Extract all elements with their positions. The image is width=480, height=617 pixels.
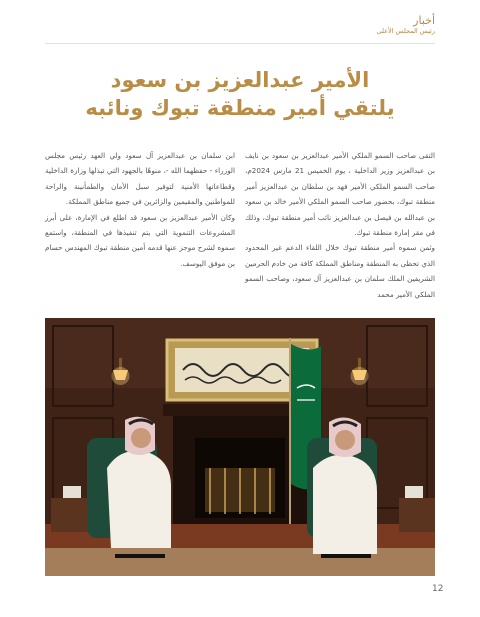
article-headline: [45, 66, 435, 122]
section-title: أخبار: [413, 14, 435, 27]
section-subtitle: رئيس المجلس الأعلى: [376, 27, 435, 35]
paragraph: وثمن سموه أمير منطقة تبوك خلال اللقاء الدعم غير المحدود الذي تحظى به المنطقة ومناطق المملكة كافة من خادم الحرمين الشريفين الملك سلمان بن عبدالعزيز آل سعود، وصاحب السمو الملكي الأمير محمد: [245, 243, 435, 299]
article-body: [45, 148, 435, 298]
headline-line-1: الأمير عبدالعزيز بن سعود: [110, 68, 370, 92]
body-column-left: [45, 148, 235, 271]
meeting-photo: [45, 318, 435, 576]
body-column-right: [245, 148, 435, 302]
paragraph: ابن سلمان بن عبدالعزيز آل سعود ولي العهد رئيس مجلس الوزراء - حفظهما الله -، منوهًا بالجهود التي تبذلها وزارة الداخلية وقطاعاتها الأمنية لتوفير سبل الأمان والطمأنينة والراحة للمواطنين والمقيمين والزائرين في جميع مناطق المملكة.: [45, 151, 235, 207]
page-number: 12: [432, 584, 444, 594]
headline-line-2: يلتقي أمير منطقة تبوك ونائبه: [85, 96, 395, 120]
header-divider: [45, 43, 435, 44]
paragraph: التقى صاحب السمو الملكي الأمير عبدالعزيز بن سعود بن نايف بن عبدالعزيز وزير الداخلية ، يوم الخميس 21 مارس 2024م، صاحب السمو الملكي الأمير فهد بن سلطان بن عبدالعزيز أمير منطقة تبوك، بحضور صاحب السمو الملكي الأمير خالد بن سعود بن عبدالله بن فيصل بن عبدالعزيز نائب أمير منطقة تبوك، وذلك في مقر إمارة منطقة تبوك.: [245, 151, 435, 238]
paragraph: وكان الأمير عبدالعزيز بن سعود قد اطلع في الإمارة، على أبرز المشروعات التنموية التي يتم تنفيذها في المنطقة، واستمع سموه لشرح موجز عنها قدمه أمين منطقة تبوك المهندس حسام بن موفق اليوسف.: [45, 212, 235, 268]
page-header: [377, 14, 435, 36]
